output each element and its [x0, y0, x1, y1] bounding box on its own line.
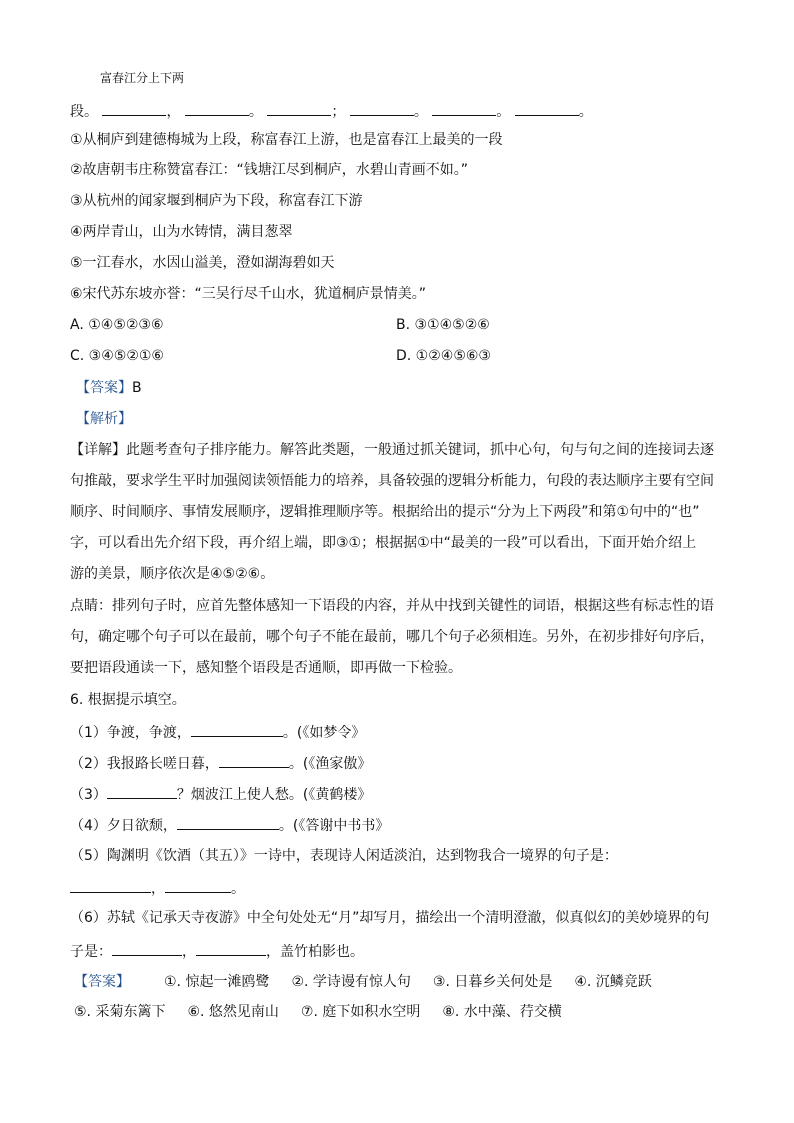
- q6-item-1: [70, 721, 365, 741]
- intro-tail: 段。: [70, 104, 98, 120]
- sep: ；: [331, 104, 346, 120]
- sep: ，盖竹柏影也。: [266, 944, 364, 960]
- q6-item-5: （5）陶渊明《饮酒（其五）》一诗中，表现诗人闲适淡泊，达到物我合一境界的句子是：: [70, 848, 618, 864]
- analysis-tag: 【解析】: [76, 411, 132, 427]
- q6-item-2: [70, 752, 371, 772]
- sep: 。: [231, 881, 245, 897]
- sep: ，: [182, 944, 196, 960]
- answer-blank[interactable]: [102, 100, 166, 116]
- q6-item-3: [70, 783, 371, 803]
- q6-answers-line-2: [74, 1002, 584, 1022]
- sentence: ④两岸青山，山为水铸情，满目葱翠: [70, 224, 293, 240]
- answer-item: ②. 学诗谩有惊人句: [291, 974, 411, 990]
- option-d: D. ①②④⑤⑥③: [396, 348, 491, 364]
- answer-item: ①. 惊起一滩鸥鹭: [164, 974, 270, 990]
- sep: 。: [413, 104, 428, 120]
- prompt: （2）我报路长嗟日暮，: [70, 756, 219, 772]
- sentence: ⑥宋代苏东坡亦誉：“三吴行尽千山水，犹道桐庐景情美。”: [70, 286, 427, 302]
- prompt: 子是：: [70, 944, 112, 960]
- source: 。(《答谢中书书》: [278, 818, 390, 834]
- answer-blank[interactable]: [432, 100, 496, 116]
- tip-line: 句，确定哪个句子可以在最前，哪个句子不能在最前，哪几个句子必须相连。另外，在初步排好句序后，: [70, 629, 714, 645]
- source: 。(《如梦令》: [282, 725, 366, 741]
- answer-item: ⑤. 采菊东篱下: [74, 1004, 166, 1020]
- answer-blank[interactable]: [515, 100, 579, 116]
- detail-line: 游的美景，顺序依次是④⑤②⑥。: [70, 566, 275, 582]
- answer-value: B: [132, 380, 142, 396]
- detail-line: 句推敲，要求学生平时加强阅读领悟能力的培养，具备较强的逻辑分析能力，句段的表达顺序主要有空间: [70, 473, 714, 489]
- q6-answers-line-1: [74, 972, 674, 992]
- option-a: A. ①④⑤②③⑥: [70, 317, 164, 333]
- option-c: C. ③④⑤②①⑥: [70, 348, 164, 364]
- source: 。(《渔家傲》: [288, 756, 372, 772]
- sentence: ②故唐朝韦庄称赞富春江：“钱塘江尽到桐庐，水碧山青画不如。”: [70, 162, 469, 178]
- detail-line: 顺序、时间顺序、事情发展顺序，逻辑推理顺序等。根据给出的提示“分为上下两段”和第①句中的“也”: [70, 504, 700, 520]
- prompt: （4）夕日欲颓，: [70, 818, 177, 834]
- q6-item-6-blanks: [70, 940, 364, 960]
- q6-title: 6. 根据提示填空。: [70, 692, 186, 708]
- answer-item: ⑧. 水中藻、荇交横: [442, 1004, 562, 1020]
- answer-item: ⑥. 悠然见南山: [187, 1004, 279, 1020]
- q6-item-5-blanks: [70, 877, 245, 897]
- detail-line: 字，可以看出先介绍下段，再介绍上端，即③①；根据据①中“最美的一段”可以看出，下面开始介绍上: [70, 535, 697, 551]
- tip-line: 要把语段通读一下，感知整个语段是否通顺，即再做一下检验。: [70, 660, 462, 676]
- sentence: ①从桐庐到建德梅城为上段，称富春江上游，也是富春江上最美的一段: [70, 132, 503, 148]
- sep: 。: [578, 104, 593, 120]
- sentence: ③从杭州的闻家堰到桐庐为下段，称富春江下游: [70, 193, 363, 209]
- q5-answer: [76, 378, 142, 398]
- sep: ，: [166, 104, 181, 120]
- tip-line: 点睛：排列句子时，应首先整体感知一下语段的内容，并从中找到关键性的词语，根据这些有标志性的语: [70, 598, 714, 614]
- q5-intro: 富春江分上下两: [100, 71, 185, 85]
- q6-item-4: [70, 814, 389, 834]
- sep: 。: [496, 104, 511, 120]
- answer-item: ④. 沉鳞竞跃: [574, 974, 652, 990]
- answer-tag: 【答案】: [74, 974, 130, 990]
- q5-blanks-line: [70, 100, 593, 120]
- answer-blank[interactable]: [219, 752, 289, 768]
- option-b: B. ③①④⑤②⑥: [396, 317, 490, 333]
- sep: ，: [151, 881, 165, 897]
- answer-blank[interactable]: [267, 100, 331, 116]
- answer-tag: 【答案】: [76, 380, 132, 396]
- prompt: （1）争渡，争渡，: [70, 725, 191, 741]
- answer-blank[interactable]: [107, 783, 177, 799]
- answer-blank[interactable]: [165, 877, 231, 893]
- answer-blank[interactable]: [112, 940, 182, 956]
- q6-item-6: （6）苏轼《记承天寺夜游》中全句处处无“月”却写月，描绘出一个清明澄澈，似真似幻的美妙境界的句: [70, 910, 710, 926]
- detail-line: 【详解】此题考查句子排序能力。解答此类题，一般通过抓关键词，抓中心句，句与句之间的连接词去逐: [70, 442, 714, 458]
- answer-blank[interactable]: [185, 100, 249, 116]
- answer-blank[interactable]: [191, 721, 283, 737]
- prompt: （3）: [70, 787, 107, 803]
- answer-blank[interactable]: [350, 100, 414, 116]
- answer-blank[interactable]: [70, 877, 151, 893]
- answer-blank[interactable]: [196, 940, 266, 956]
- answer-blank[interactable]: [177, 814, 279, 830]
- answer-item: ③. 日暮乡关何处是: [432, 974, 553, 990]
- source: ？烟波江上使人愁。(《黄鹤楼》: [176, 787, 372, 803]
- sep: 。: [248, 104, 263, 120]
- answer-item: ⑦. 庭下如积水空明: [300, 1004, 421, 1020]
- sentence: ⑤一江春水，水因山溢美，澄如湖海碧如天: [70, 255, 335, 271]
